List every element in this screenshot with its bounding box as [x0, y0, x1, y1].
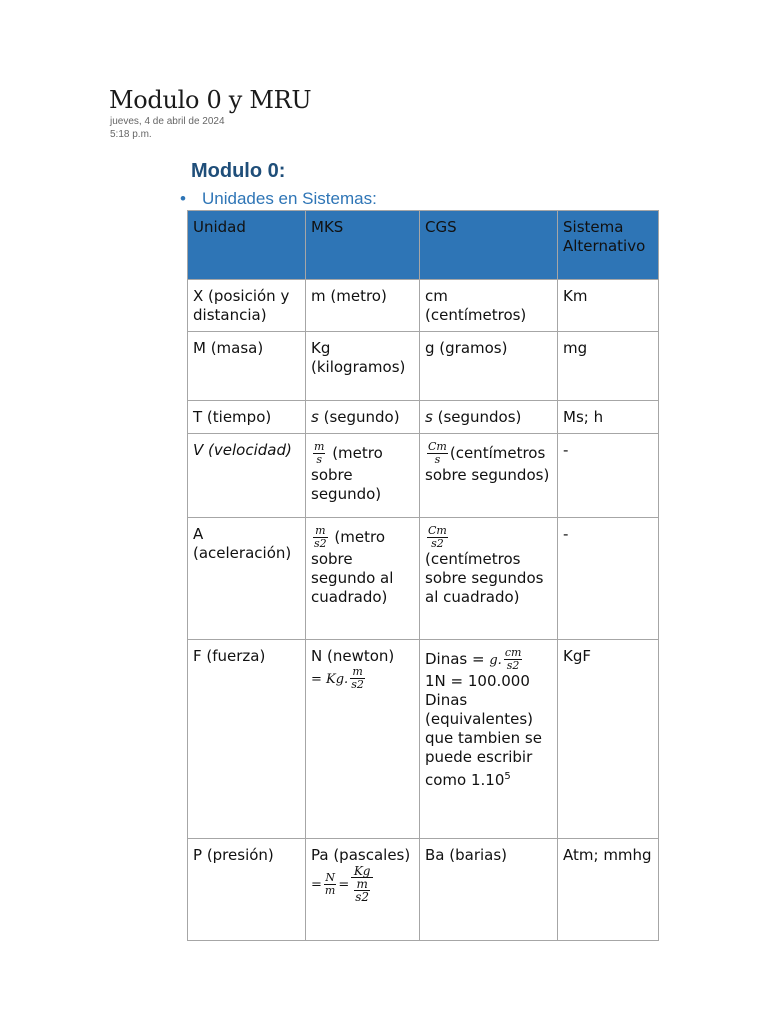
- fraction: [324, 872, 336, 897]
- page-time: 5:18 p.m.: [110, 129, 152, 140]
- numerator: m: [314, 440, 325, 453]
- header-mks: MKS: [306, 211, 420, 280]
- fraction: [313, 441, 325, 466]
- cell-text: Dinas =: [425, 650, 490, 668]
- denominator: s2: [351, 678, 364, 691]
- formula-eq: = Kg.: [311, 672, 349, 687]
- symbol-s: s: [425, 408, 433, 426]
- numerator: m: [313, 525, 328, 538]
- cell-cgs: Ba (barias): [420, 839, 558, 941]
- cell-mks: Kg (kilogramos): [306, 332, 420, 401]
- formula-eq: =: [311, 877, 322, 893]
- numerator: m: [354, 878, 370, 891]
- cell-text: (segundos): [432, 408, 522, 426]
- cell-mks: [306, 839, 420, 941]
- numerator: N: [325, 870, 335, 884]
- denominator: s2: [506, 659, 520, 672]
- cell-cgs: [420, 518, 558, 640]
- cell-text: (metro sobre segundo al cuadrado): [311, 528, 394, 606]
- cell-cgs: g (gramos): [420, 332, 558, 401]
- cell-alt: -: [558, 434, 659, 518]
- cell-text-body: 1N = 100.000 Dinas (equivalentes) que tambien se puede escribir como 1.10: [425, 672, 542, 789]
- cell-mks: [306, 640, 420, 839]
- denominator: s: [434, 453, 441, 466]
- page-title: Modulo 0 y MRU: [109, 86, 312, 114]
- cell-alt: Atm; mmhg: [558, 839, 659, 941]
- cell-alt: Ms; h: [558, 401, 659, 434]
- cell-text: (metro sobre segundo): [311, 444, 383, 503]
- table-row: [188, 518, 659, 640]
- symbol-s: s: [311, 408, 319, 426]
- fraction: [504, 647, 523, 672]
- page-date: jueves, 4 de abril de 2024: [110, 116, 225, 127]
- numerator: cm: [504, 646, 522, 659]
- table-row: [188, 640, 659, 839]
- cell-text: (centímetros sobre segundos): [425, 444, 550, 484]
- compound-fraction: [351, 865, 373, 903]
- cell-alt: KgF: [558, 640, 659, 839]
- fraction: [427, 525, 448, 550]
- cell-cgs: [420, 640, 558, 839]
- cell-unidad: V (velocidad): [188, 434, 306, 518]
- header-unidad: Unidad: [188, 211, 306, 280]
- bullet-text: Unidades en Sistemas:: [202, 189, 377, 208]
- cell-alt: -: [558, 518, 659, 640]
- formula-g: g.: [489, 653, 502, 668]
- fraction: [350, 666, 365, 691]
- cell-unidad: A (aceleración): [188, 518, 306, 640]
- cell-unidad: T (tiempo): [188, 401, 306, 434]
- numerator: Kg: [351, 865, 373, 878]
- units-table: [187, 210, 659, 941]
- header-cgs: CGS: [420, 211, 558, 280]
- section-heading: Modulo 0:: [191, 160, 286, 182]
- cell-cgs: [420, 401, 558, 434]
- fraction: [313, 525, 328, 550]
- table-header-row: [188, 211, 659, 280]
- cell-mks: [306, 434, 420, 518]
- formula-eq: =: [338, 877, 350, 893]
- table-row: [188, 434, 659, 518]
- bullet-item: [180, 189, 377, 209]
- fraction: [427, 441, 448, 466]
- denominator: s2: [431, 537, 444, 550]
- numerator: m: [350, 666, 365, 679]
- cell-alt: mg: [558, 332, 659, 401]
- cell-text: (segundo): [318, 408, 400, 426]
- denominator: m: [324, 883, 336, 897]
- numerator: Cm: [428, 440, 447, 453]
- cell-unidad: M (masa): [188, 332, 306, 401]
- cell-mks: m (metro): [306, 280, 420, 332]
- cell-unidad: F (fuerza): [188, 640, 306, 839]
- cell-mks: [306, 518, 420, 640]
- cell-text: (centímetros sobre segundos al cuadrado): [425, 550, 544, 606]
- cell-text-2: [425, 672, 552, 790]
- denominator: s: [316, 453, 323, 466]
- table-row: [188, 332, 659, 401]
- cell-text: Pa (pascales): [311, 846, 411, 864]
- cell-mks: [306, 401, 420, 434]
- cell-alt: Km: [558, 280, 659, 332]
- table-row: [188, 839, 659, 941]
- fraction: [354, 878, 370, 903]
- numerator: Cm: [428, 524, 447, 537]
- cell-unidad: P (presión): [188, 839, 306, 941]
- denominator: s2: [355, 890, 370, 904]
- header-alt: Sistema Alternativo: [558, 211, 659, 280]
- table-row: [188, 401, 659, 434]
- bullet-icon: •: [180, 189, 186, 208]
- exponent: 5: [504, 771, 511, 782]
- cell-cgs: [420, 434, 558, 518]
- cell-unidad: X (posición y distancia): [188, 280, 306, 332]
- denominator: [351, 878, 373, 903]
- cell-cgs: cm (centímetros): [420, 280, 558, 332]
- denominator: s2: [314, 537, 327, 550]
- table-row: [188, 280, 659, 332]
- cell-text: N (newton): [311, 647, 395, 665]
